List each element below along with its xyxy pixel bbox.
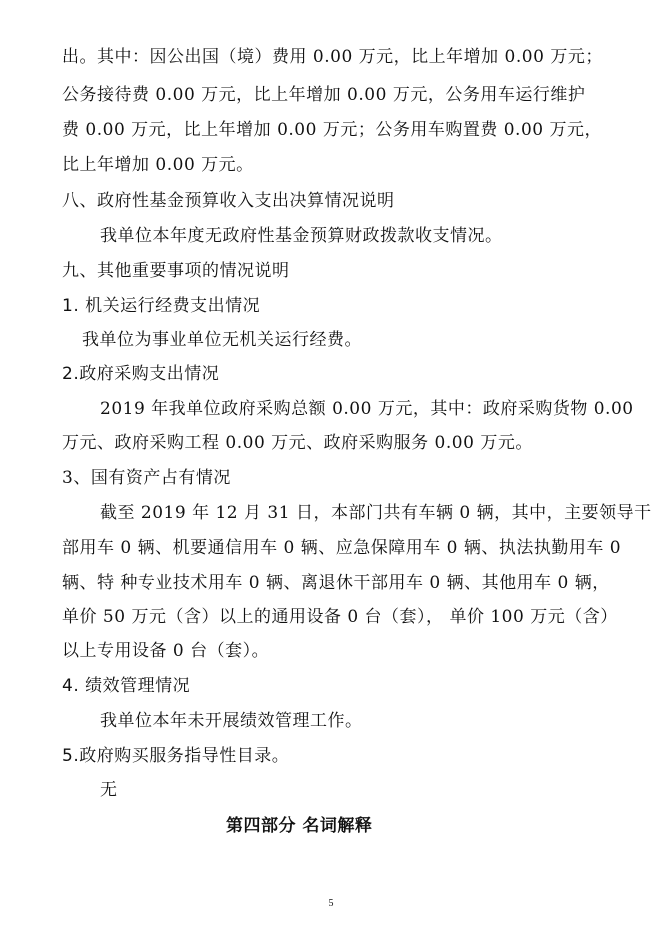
item-4-body: 我单位本年未开展绩效管理工作。	[100, 711, 363, 731]
item-3-body-line: 单价 50 万元（含）以上的通用设备 0 台（套）， 单价 100 万元（含）	[62, 607, 618, 627]
item-3-body-line: 部用车 0 辆、机要通信用车 0 辆、应急保障用车 0 辆、执法执勤用车 0	[62, 538, 622, 558]
section-8-body: 我单位本年度无政府性基金预算财政拨款收支情况。	[100, 226, 503, 246]
item-1-body: 我单位为事业单位无机关运行经费。	[82, 330, 362, 350]
item-5-heading: 5.政府购买服务指导性目录。	[62, 746, 290, 766]
item-3-heading: 3、国有资产占有情况	[62, 468, 231, 488]
section-9-heading: 九、其他重要事项的情况说明	[62, 261, 290, 281]
item-3-body-line: 截至 2019 年 12 月 31 日，本部门共有车辆 0 辆，其中，主要领导干	[100, 503, 652, 523]
item-2-heading: 2.政府采购支出情况	[62, 364, 220, 384]
paragraph-line: 出。其中：因公出国（境）费用 0.00 万元，比上年增加 0.00 万元；	[62, 47, 603, 67]
item-2-body-line: 2019 年我单位政府采购总额 0.00 万元，其中：政府采购货物 0.00	[100, 399, 634, 419]
item-1-heading: 1. 机关运行经费支出情况	[62, 296, 261, 316]
paragraph-line: 比上年增加 0.00 万元。	[62, 155, 254, 175]
page-number: 5	[328, 898, 334, 909]
paragraph-line: 费 0.00 万元，比上年增加 0.00 万元；公务用车购置费 0.00 万元，	[62, 120, 602, 140]
item-3-body-line: 以上专用设备 0 台（套）。	[62, 641, 270, 661]
part-four-heading: 第四部分 名词解释	[226, 816, 373, 836]
section-8-heading: 八、政府性基金预算收入支出决算情况说明	[62, 191, 395, 211]
item-4-heading: 4. 绩效管理情况	[62, 676, 191, 696]
item-2-body-line: 万元、政府采购工程 0.00 万元、政府采购服务 0.00 万元。	[62, 433, 533, 453]
item-3-body-line: 辆、特 种专业技术用车 0 辆、离退休干部用车 0 辆、其他用车 0 辆，	[62, 573, 610, 593]
item-5-body: 无	[100, 780, 118, 800]
paragraph-line: 公务接待费 0.00 万元，比上年增加 0.00 万元，公务用车运行维护	[62, 85, 586, 105]
